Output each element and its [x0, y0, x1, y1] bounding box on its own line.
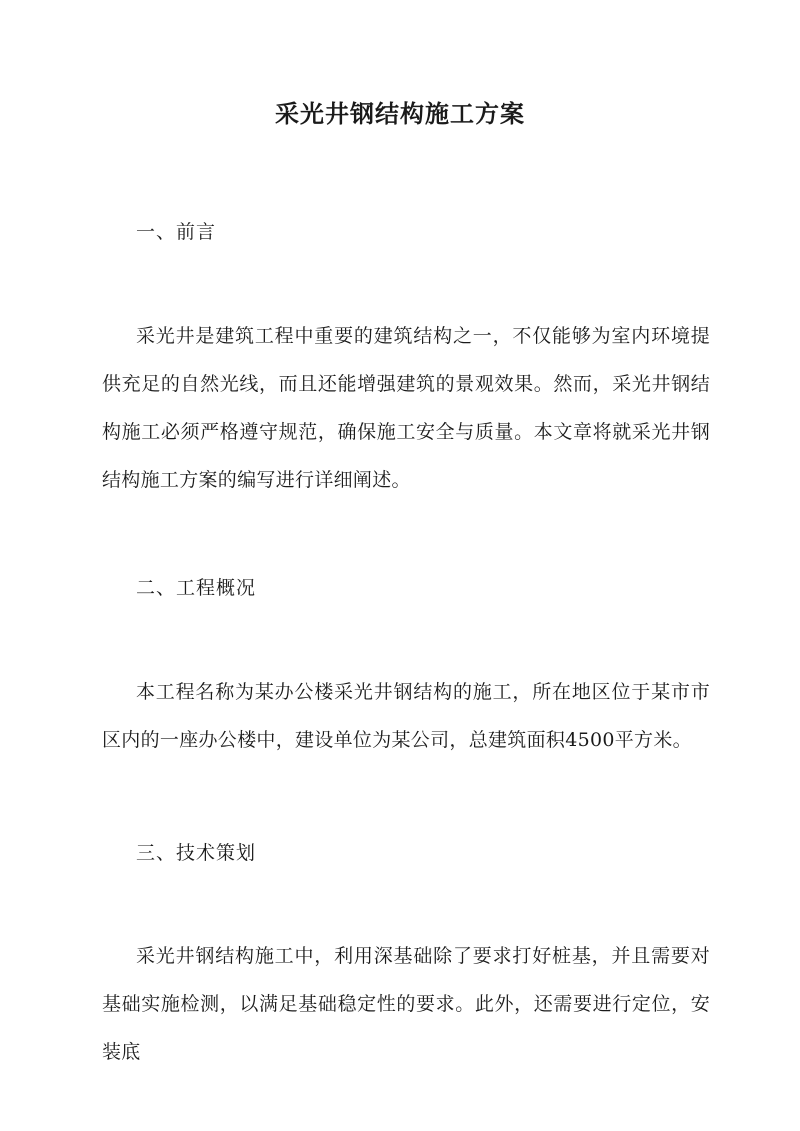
- page-title: 采光井钢结构施工方案: [275, 99, 525, 128]
- section-heading-preface: 一、前言: [136, 221, 217, 243]
- section-heading-overview: 二、工程概况: [136, 577, 257, 599]
- section-heading-technical-planning: 三、技术策划: [136, 842, 257, 864]
- section-paragraph-preface: 采光井是建筑工程中重要的建筑结构之一，不仅能够为室内环境提供充足的自然光线，而且还能增强建筑的景观效果。然而，采光井钢结构施工必须严格遵守规范，确保施工安全与质量。本文章将就采光井钢结构施工方案的编写进行详细阐述。: [102, 325, 710, 491]
- section-paragraph-technical-planning: 采光井钢结构施工中，利用深基础除了要求打好桩基，并且需要对基础实施检测，以满足基础稳定性的要求。此外，还需要进行定位，安装底: [102, 945, 710, 1063]
- section-paragraph-overview: 本工程名称为某办公楼采光井钢结构的施工，所在地区位于某市市区内的一座办公楼中，建设单位为某公司，总建筑面积4500平方米。: [102, 681, 710, 751]
